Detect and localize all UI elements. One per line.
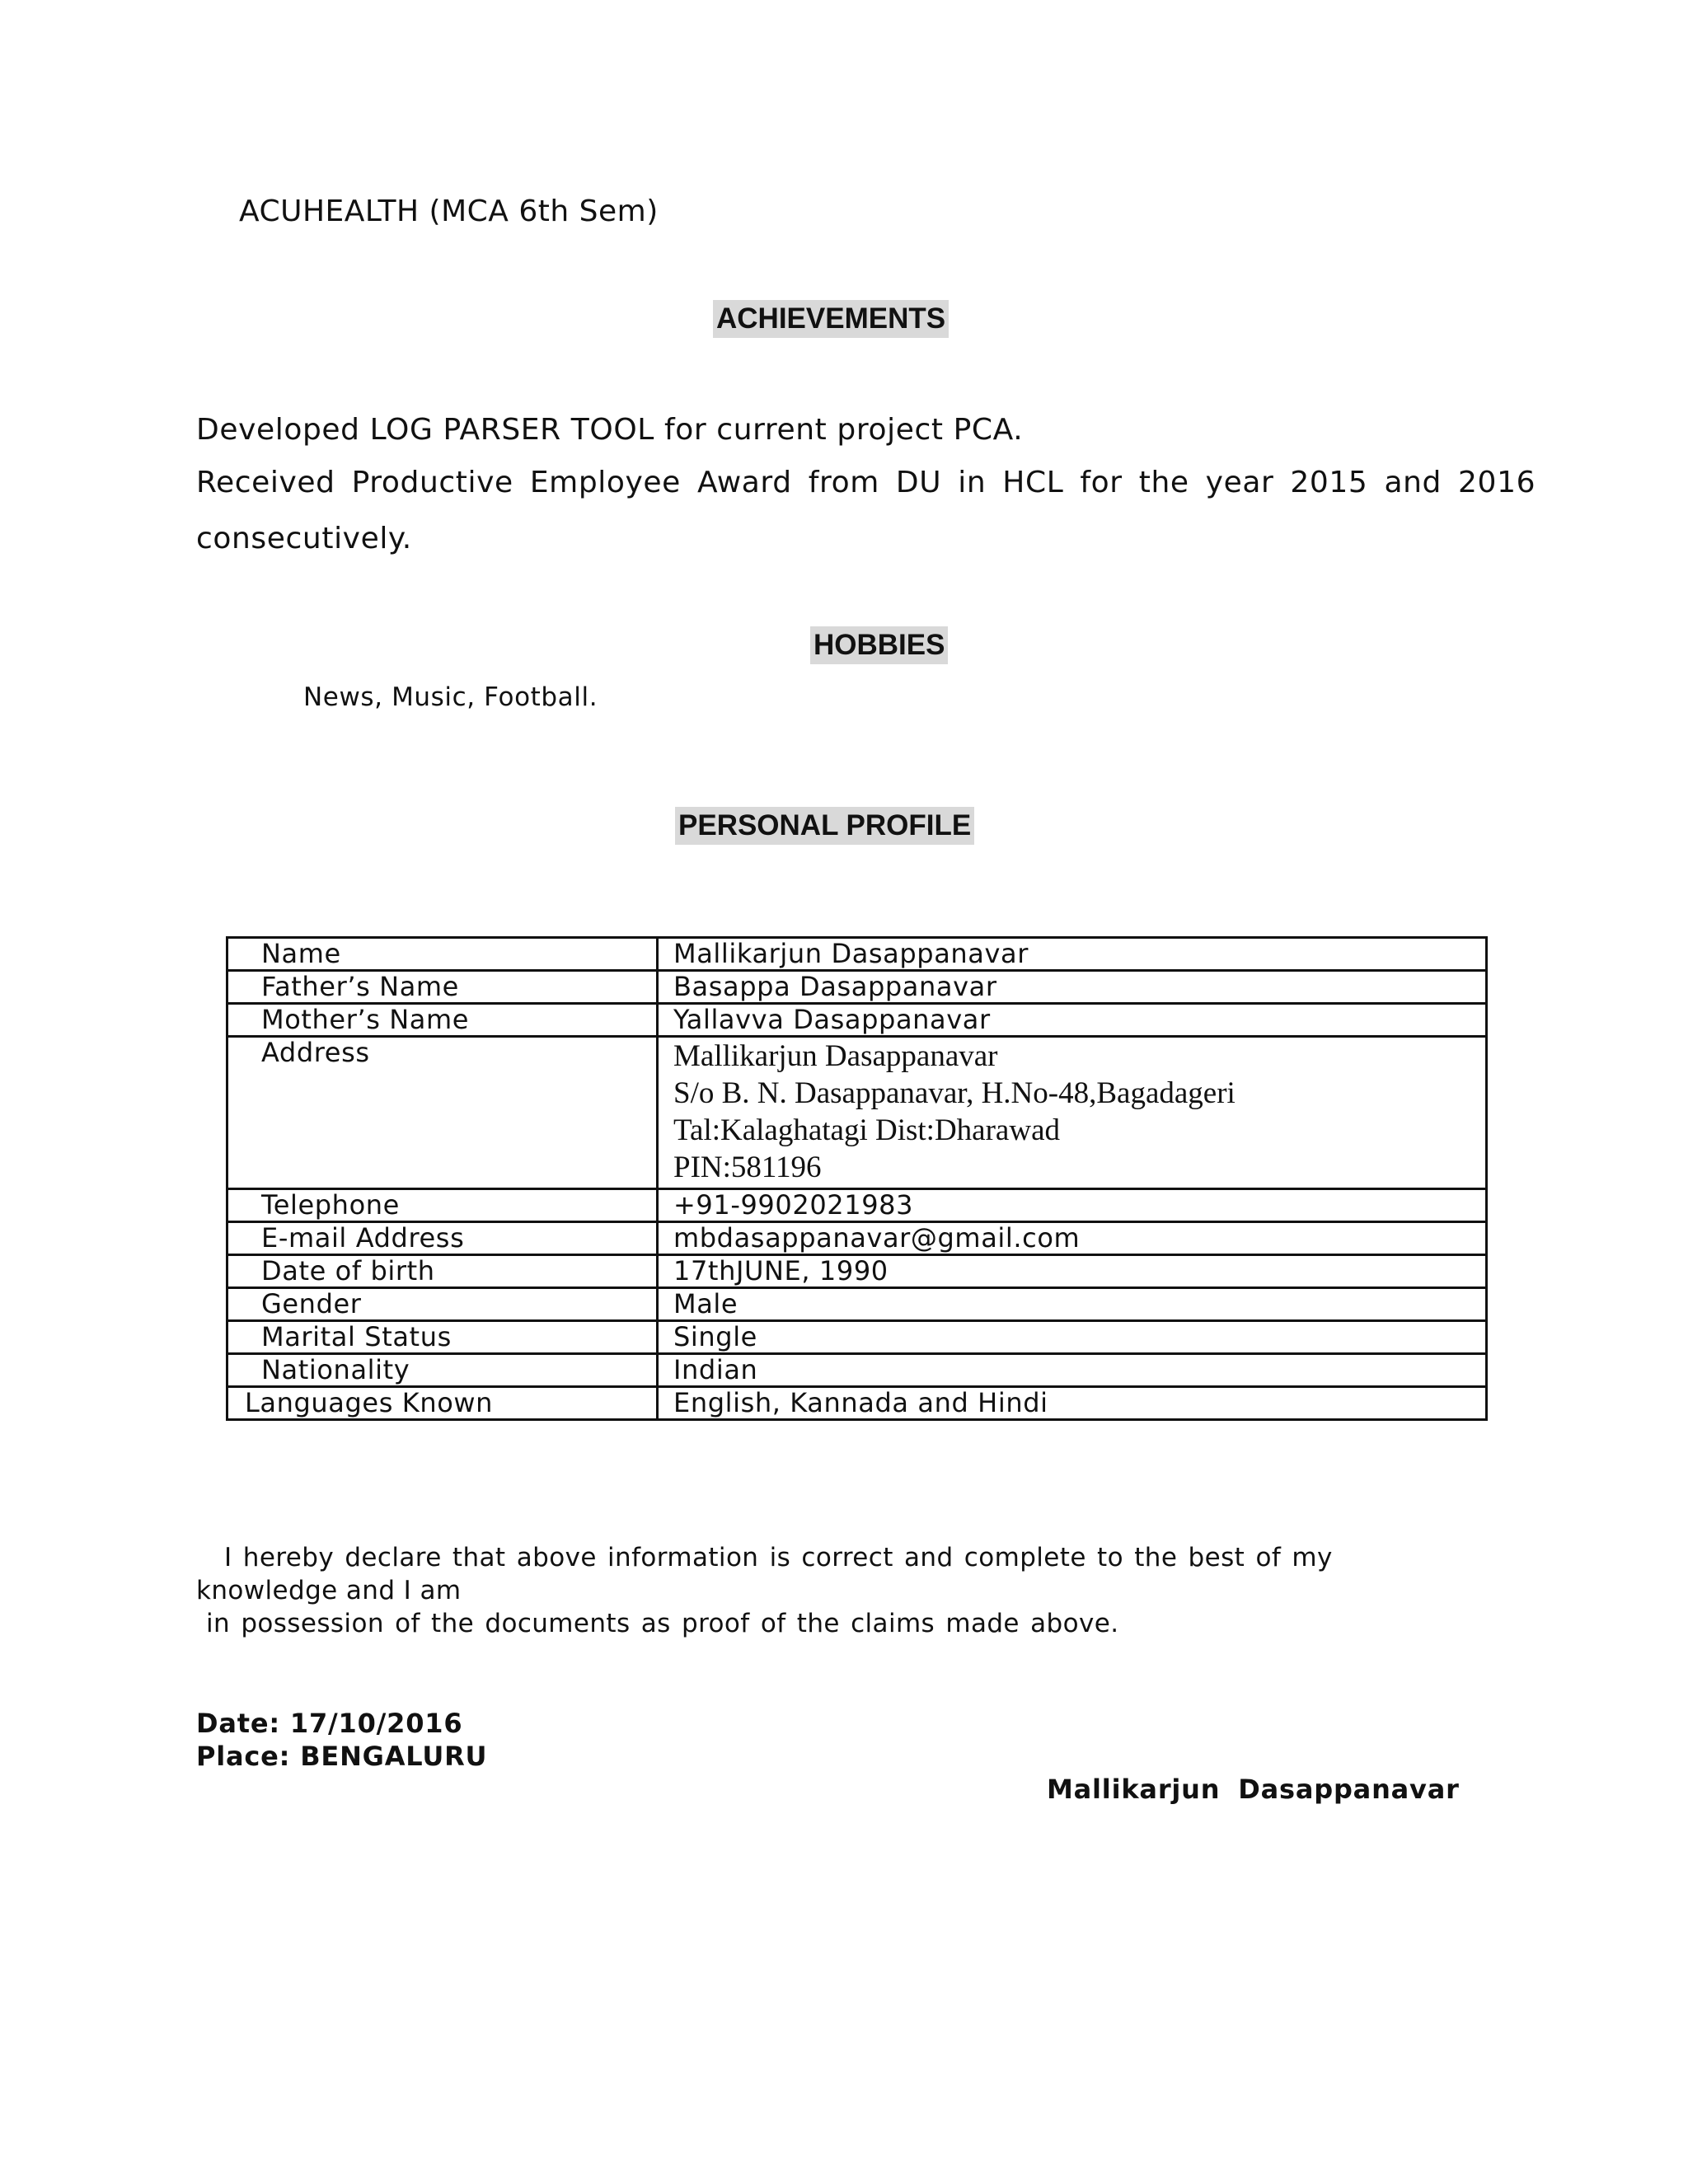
row-label-email: E-mail Address xyxy=(227,1222,658,1255)
hobbies-heading: HOBBIES xyxy=(810,626,948,664)
table-row xyxy=(227,1288,1487,1321)
achievement-line: Developed LOG PARSER TOOL for current project PCA. xyxy=(196,413,1024,447)
hobbies-text: News, Music, Football. xyxy=(303,682,598,712)
row-label-name: Name xyxy=(227,938,658,971)
table-row xyxy=(227,1037,1487,1189)
row-value-languages: English, Kannada and Hindi xyxy=(658,1387,1487,1420)
declaration-line: in possession of the documents as proof of the claims made above. xyxy=(206,1609,1119,1638)
row-label-marital-status: Marital Status xyxy=(227,1321,658,1354)
row-label-telephone: Telephone xyxy=(227,1189,658,1222)
place-line: Place: BENGALURU xyxy=(196,1741,488,1772)
row-value-telephone: +91-9902021983 xyxy=(658,1189,1487,1222)
row-label-father-name: Father’s Name xyxy=(227,971,658,1004)
row-label-address: Address xyxy=(227,1037,658,1189)
row-value-marital-status: Single xyxy=(658,1321,1487,1354)
table-row xyxy=(227,1004,1487,1037)
row-value-gender: Male xyxy=(658,1288,1487,1321)
table-row xyxy=(227,1255,1487,1288)
row-label-mother-name: Mother’s Name xyxy=(227,1004,658,1037)
address-line: Mallikarjun Dasappanavar xyxy=(673,1039,998,1073)
row-value-email: mbdasappanavar@gmail.com xyxy=(658,1222,1487,1255)
row-value-dob: 17thJUNE, 1990 xyxy=(658,1255,1487,1288)
address-line: Tal:Kalaghatagi Dist:Dharawad xyxy=(673,1113,1060,1147)
achievement-line: Received Productive Employee Award from DU in HCL for the year 2015 and 2016 xyxy=(196,466,1536,499)
table-row xyxy=(227,1222,1487,1255)
row-value-address xyxy=(658,1037,1487,1189)
row-label-languages: Languages Known xyxy=(227,1387,658,1420)
table-row xyxy=(227,1321,1487,1354)
personal-profile-table xyxy=(226,936,1488,1421)
row-label-dob: Date of birth xyxy=(227,1255,658,1288)
row-value-father-name: Basappa Dasappanavar xyxy=(658,971,1487,1004)
row-label-nationality: Nationality xyxy=(227,1354,658,1387)
address-line: S/o B. N. Dasappanavar, H.No-48,Bagadageri xyxy=(673,1076,1236,1110)
row-label-gender: Gender xyxy=(227,1288,658,1321)
declaration-line: I hereby declare that above information is correct and complete to the best of my xyxy=(224,1543,1333,1572)
declaration-line: knowledge and I am xyxy=(196,1576,462,1605)
row-value-name: Mallikarjun Dasappanavar xyxy=(658,938,1487,971)
row-value-mother-name: Yallavva Dasappanavar xyxy=(658,1004,1487,1037)
table-row xyxy=(227,1387,1487,1420)
table-row xyxy=(227,1354,1487,1387)
table-row xyxy=(227,1189,1487,1222)
address-line: PIN:581196 xyxy=(673,1151,822,1184)
row-value-nationality: Indian xyxy=(658,1354,1487,1387)
table-row xyxy=(227,938,1487,971)
achievements-heading: ACHIEVEMENTS xyxy=(713,300,949,338)
table-row xyxy=(227,971,1487,1004)
achievement-line: consecutively. xyxy=(196,522,412,555)
project-line: ACUHEALTH (MCA 6th Sem) xyxy=(239,194,659,228)
personal-profile-heading: PERSONAL PROFILE xyxy=(675,807,974,845)
signature-name: Mallikarjun Dasappanavar xyxy=(1047,1774,1460,1805)
date-line: Date: 17/10/2016 xyxy=(196,1708,463,1739)
